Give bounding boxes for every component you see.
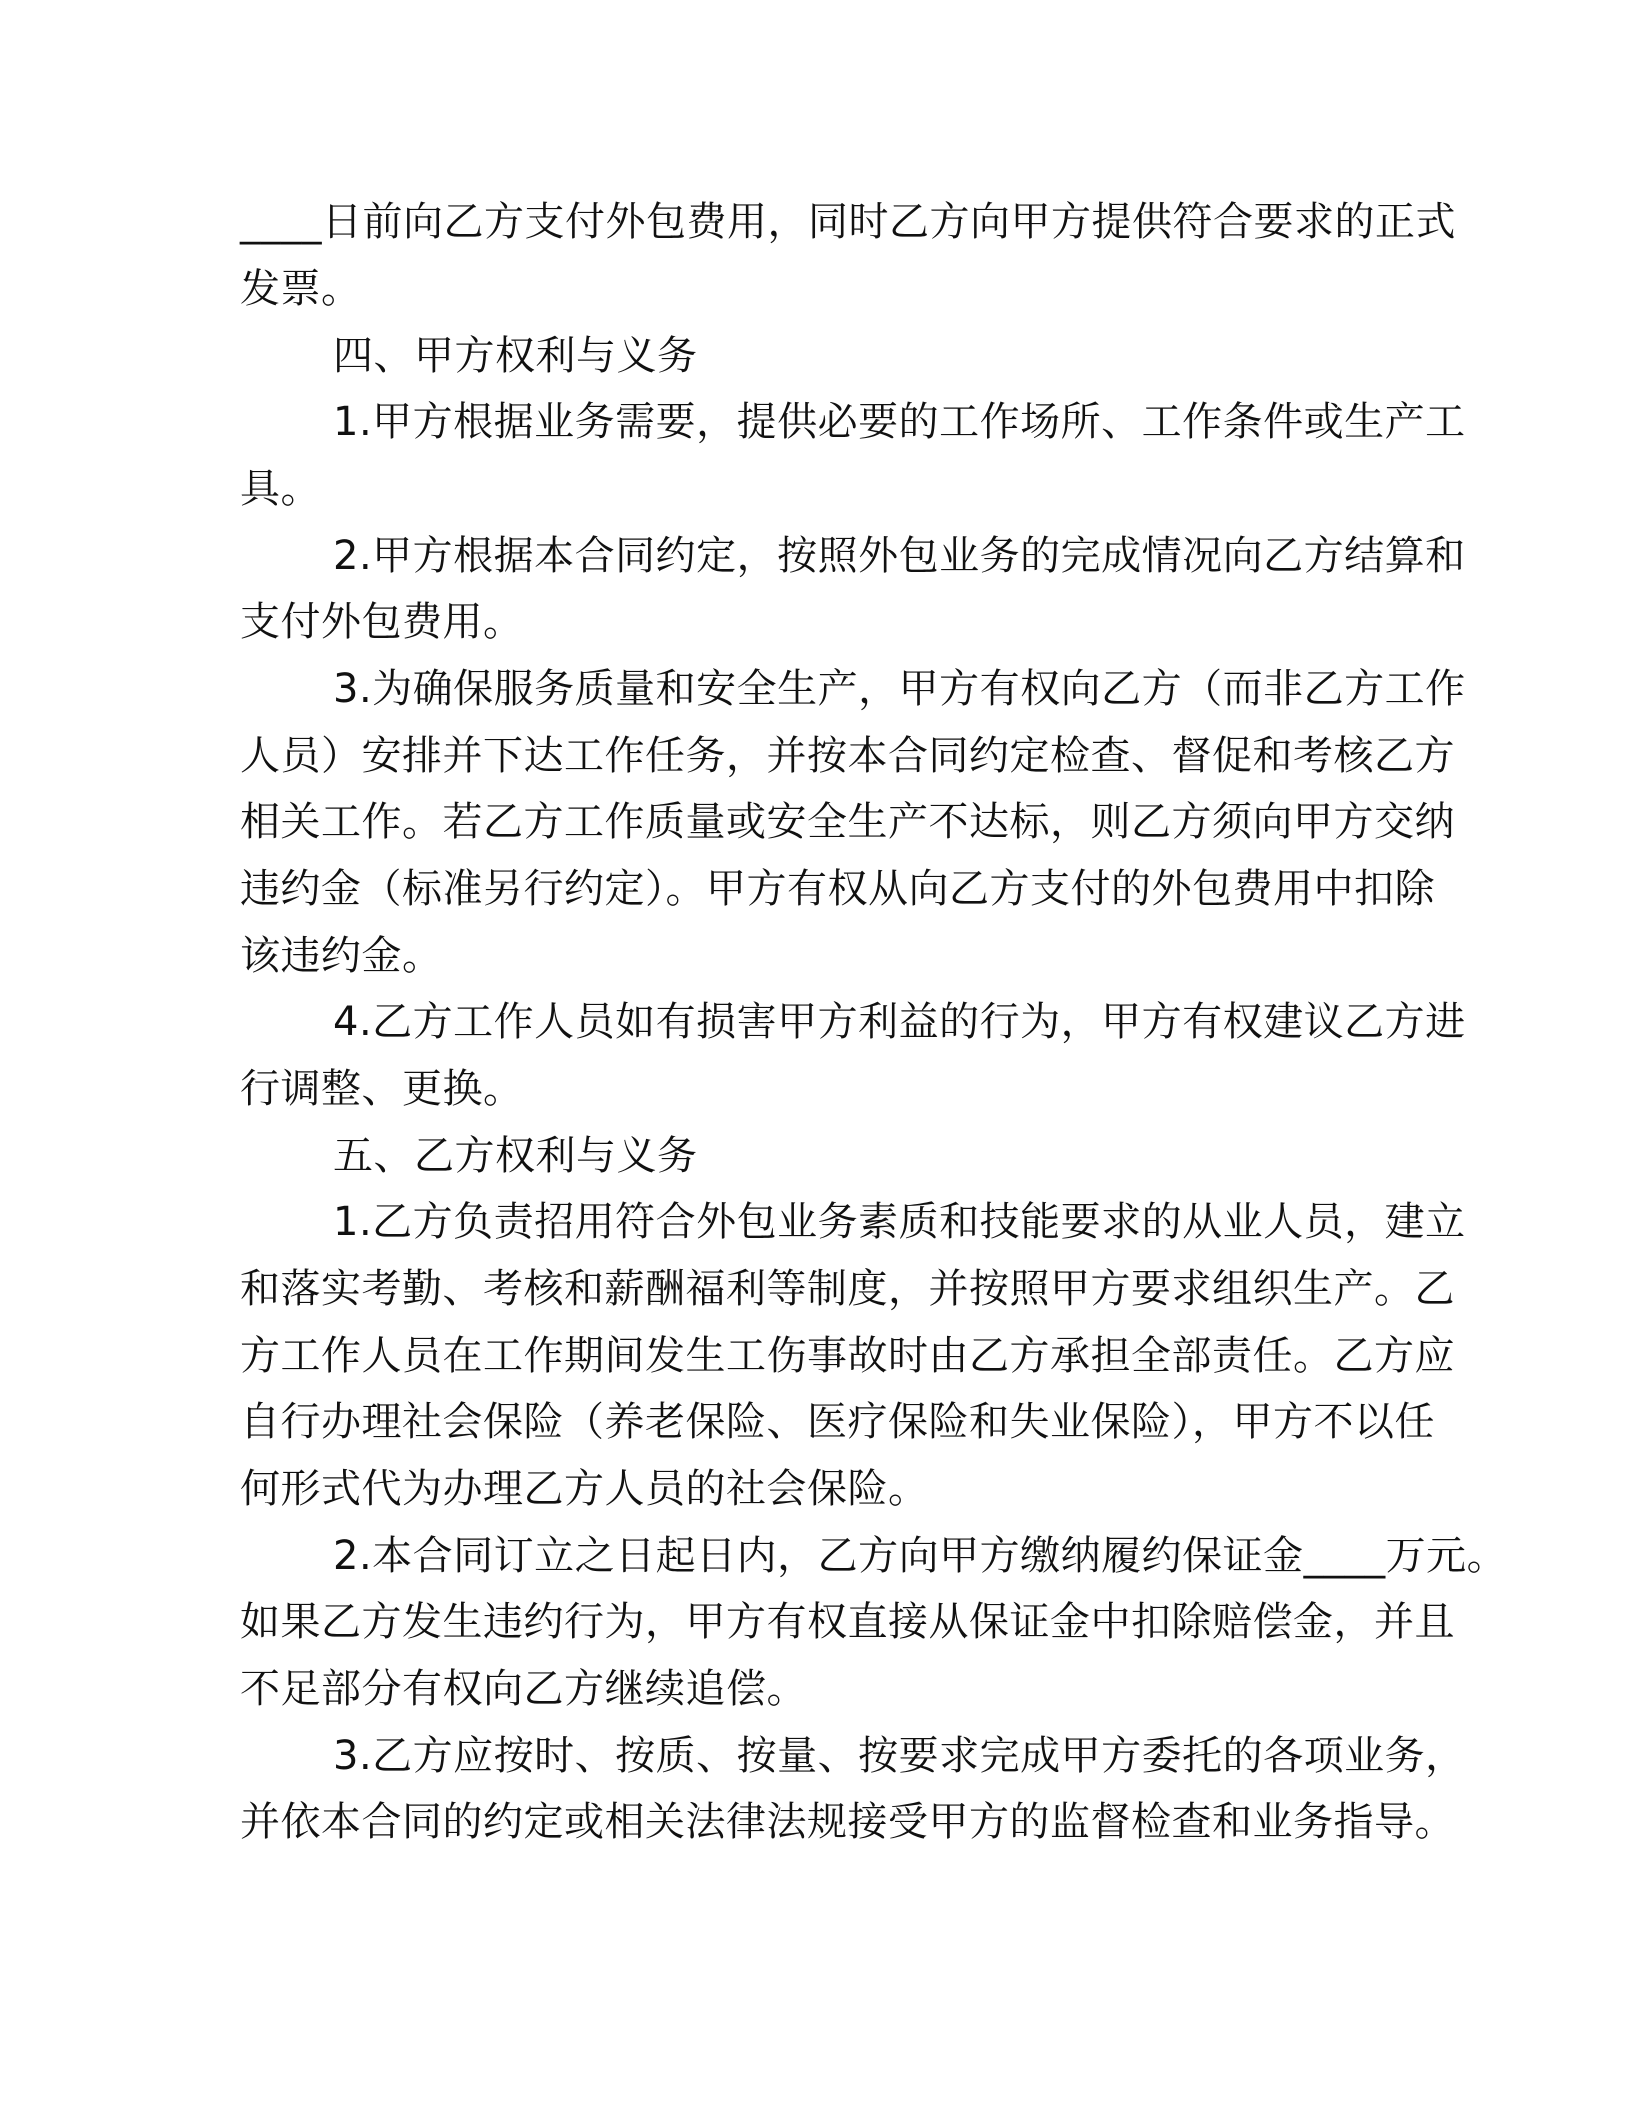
section-heading: 四、甲方权利与义务 [333,333,698,379]
text-line: 1.甲方根据业务需要，提供必要的工作场所、工作条件或生产工 [333,399,1466,445]
text-line: 3.乙方应按时、按质、按量、按要求完成甲方委托的各项业务， [333,1733,1466,1779]
text-line: 行调整、更换。 [240,1066,524,1112]
text-line: 不足部分有权向乙方继续追偿。 [240,1666,807,1712]
text-line: 具。 [240,466,321,512]
text-line: 发票。 [240,266,362,312]
text-line: 3.为确保服务质量和安全生产，甲方有权向乙方（而非乙方工作 [333,666,1466,712]
text-line: 1.乙方负责招用符合外包业务素质和技能要求的从业人员，建立 [333,1199,1466,1245]
text-line: 4.乙方工作人员如有损害甲方利益的行为，甲方有权建议乙方进 [333,999,1466,1045]
text-line: 违约金（标准另行约定）。甲方有权从向乙方支付的外包费用中扣除 [240,866,1435,912]
text-line: 何形式代为办理乙方人员的社会保险。 [240,1466,929,1512]
text-line: 自行办理社会保险（养老保险、医疗保险和失业保险），甲方不以任 [240,1399,1435,1445]
text-line: 如果乙方发生违约行为，甲方有权直接从保证金中扣除赔偿金，并且 [240,1599,1455,1645]
section-heading: 五、乙方权利与义务 [333,1133,698,1179]
text-line: 2.甲方根据本合同约定，按照外包业务的完成情况向乙方结算和 [333,533,1466,579]
text-line: 该违约金。 [240,933,443,979]
text-line: 支付外包费用。 [240,599,524,645]
text-line: ____日前向乙方支付外包费用，同时乙方向甲方提供符合要求的正式 [240,199,1456,245]
text-line: 人员）安排并下达工作任务，并按本合同约定检查、督促和考核乙方 [240,733,1455,779]
text-line: 和落实考勤、考核和薪酬福利等制度，并按照甲方要求组织生产。乙 [240,1266,1455,1312]
text-line: 方工作人员在工作期间发生工伤事故时由乙方承担全部责任。乙方应 [240,1333,1455,1379]
text-line: 并依本合同的约定或相关法律法规接受甲方的监督检查和业务指导。 [240,1799,1455,1845]
text-line: 2.本合同订立之日起日内，乙方向甲方缴纳履约保证金____万元。 [333,1533,1508,1579]
text-line: 相关工作。若乙方工作质量或安全生产不达标，则乙方须向甲方交纳 [240,799,1455,845]
